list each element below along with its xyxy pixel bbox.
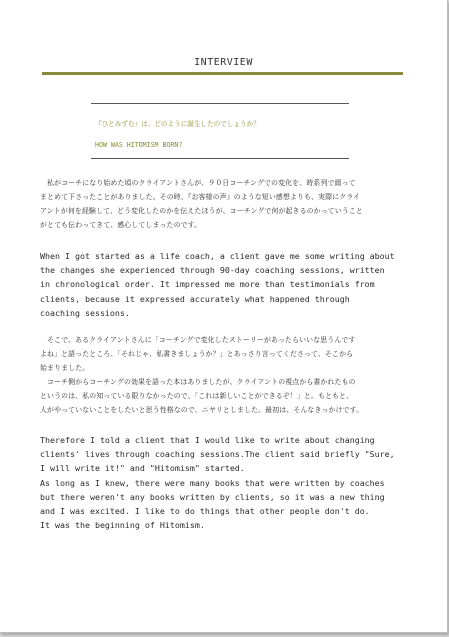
text-line: がとても伝わってきて、感心してしまったのです。 [40,221,202,229]
text-line: 人がやっていないことをしたいと思う性格なので、ニヤリとしました。最初は、そんなきっかけです。 [40,406,364,414]
text-line: As long as I knew, there were many books that were written by coaches [40,477,385,488]
text-line: coaching sessions. [40,307,130,318]
text-line: clients, because it expressed accurately what happened through [40,293,350,304]
paragraph-japanese-2 [40,333,408,417]
text-line: というのは、私の知っている限りなかったので、「これは新しいことができるぞ！」と。もともと、 [40,392,354,400]
text-line: and I was excited. I like to do things that other people don't do. [40,506,370,517]
page-title: INTERVIEW [194,57,253,68]
question-box-top-rule [91,103,349,104]
text-line: When I got started as a life coach, a client gave me some writing about [40,251,395,261]
question-japanese: 『ひとみずむ』は、どのように誕生したのでしょうか？ [95,120,260,128]
header-divider [42,72,403,75]
text-line: clients' lives through coaching sessions.The client said briefly "Sure, [40,449,395,460]
text-line: よね」と語ったところ、「それじゃ、私書きましょうか？」とあっさり言ってくださって、そこから [40,350,354,358]
text-line: そこで、あるクライアントさんに「コーチングで変化したストーリーがあったらいいな思うんです [40,336,356,344]
paragraph-english-1 [40,249,408,320]
text-line: Therefore I told a client that I would like to write about changing [40,435,375,445]
text-line: コーチ側からコーチングの効果を語った本はありましたが、クライアントの視点から書かれたもの [40,378,356,386]
text-line: まとめて下さったことがありました。その時、『お客様の声』のような短い感想よりも、実際にクライ [40,193,361,201]
text-line: It was the beginning of Hitomism. [40,520,205,531]
question-box-bottom-rule [91,158,349,159]
text-line: 私がコーチになり始めた頃のクライアントさんが、９０日コーチングでの変化を、時系列で綴って [40,179,356,187]
text-line: 始まりました。 [40,364,90,372]
text-line: I will write it!" and "Hitomism" started. [40,463,245,474]
text-line: but there weren't any books written by clients, so it was a new thing [40,491,385,502]
text-line: アントが何を経験して、どう変化したのかを伝えたほうが、コーチングで何が起きるのかっていうこと [40,207,363,215]
text-line: in chronological order. It impressed me more than testimonials from [40,279,375,290]
paragraph-english-2 [40,433,408,532]
text-line: the changes she experienced through 90-day coaching sessions, written [40,265,385,276]
paragraph-japanese-1 [40,176,408,232]
question-english: HOW WAS HITOMISM BORN? [95,141,183,149]
